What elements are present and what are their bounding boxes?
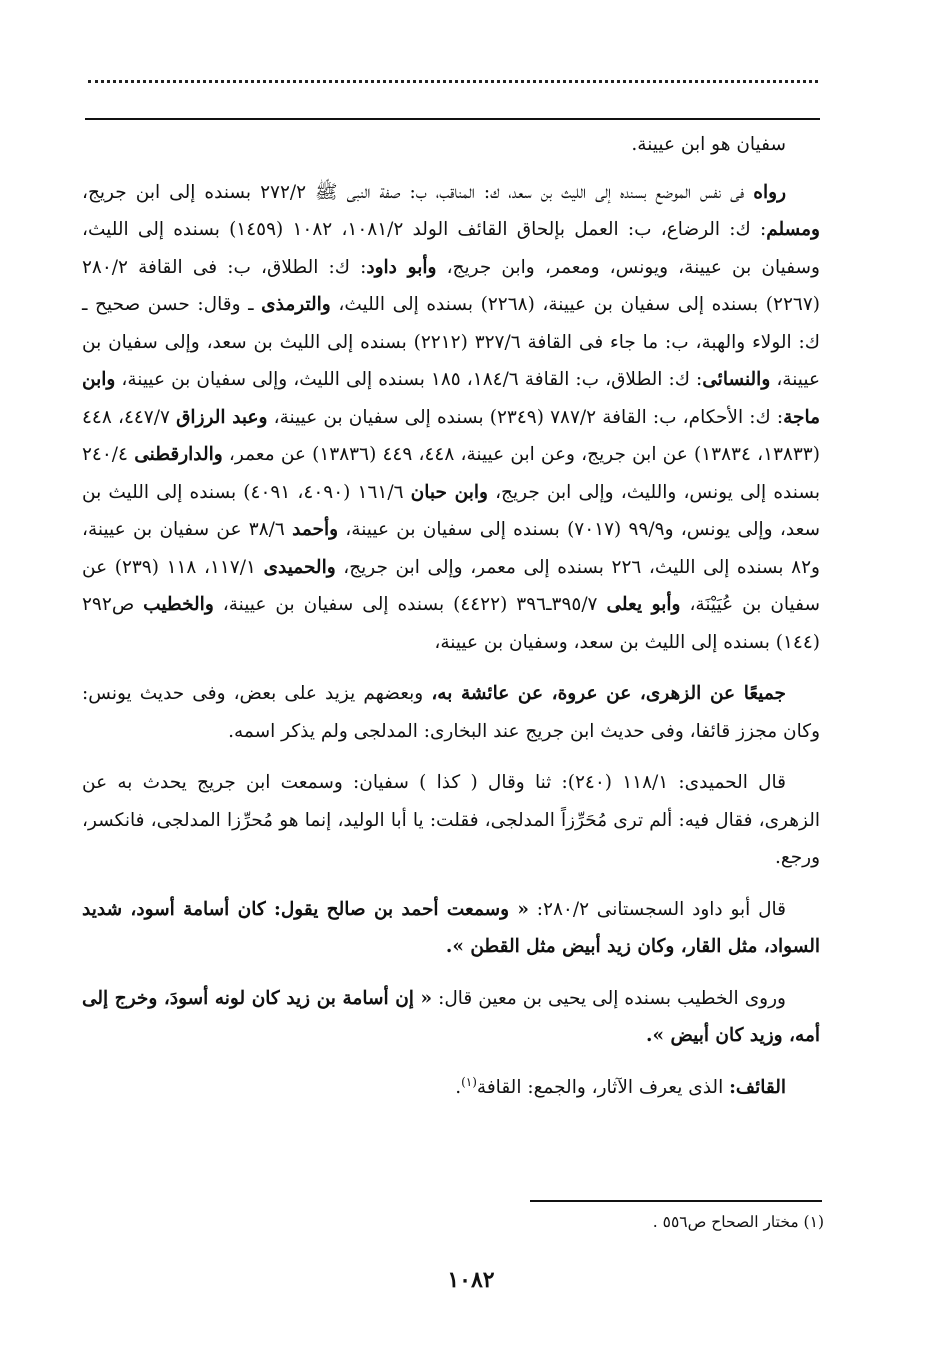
paragraph-jamian: جميعًا عن الزهرى، عن عروة، عن عائشة به، وبعضهم يزيد على بعض، وفى حديث يونس: وكان مجزز قائفا، وفى حديث ابن جريج عند البخارى: المدلجى ولم يذكر اسمه. [82,683,820,742]
paragraph-qaif: القائف: الذى يعرف الآثار، والجمع: القافة$^{(١)}$. [455,1074,786,1098]
paragraph-1: سفيان هو ابن عيينة. [631,134,786,155]
footnote: (١) مختار الصحاح ص٥٥٦ . [652,1213,824,1231]
header-rule [85,118,820,120]
footnote-rule [530,1200,822,1202]
page-number: ١٠٨٢ [447,1267,495,1293]
header-dotted-line [88,80,818,93]
paragraph-takhrij: رواه فى نفس الموضع بسنده إلى الليث بن سعد، ك: المناقب، ب: صفة النبى ﷺ ٢٧٢/٢ بسنده إلى ابن جريج، ومسلم: ك: الرضاع، ب: العمل بإلحاق القائف الولد ١٠٨١/٢، ١٠٨٢ (١٤٥٩) بسنده إلى الليث، وسفيان بن عيينة، ويونس، ومعمر، وابن جريج، وأبو داود: ك: الطلاق، ب: فى القافة ٢٨٠/٢ (٢٢٦٧) بسنده إلى سفيان بن عيينة، (٢٢٦٨) بسنده إلى الليث، والترمذى ـ وقال: حسن صحيح ـ ك: الولاء والهبة، ب: ما جاء فى القافة ٣٢٧/٦ (٢٢١٢) بسنده إلى الليث بن سعد، وإلى سفيان بن عيينة، والنسائى: ك: الطلاق، ب: القافة ١٨٤/٦، ١٨٥ بسنده إلى الليث، وإلى سفيان بن عيينة، وابن ماجة: ك: الأحكام، ب: القافة ٧٨٧/٢ (٢٣٤٩) بسنده إلى سفيان بن عيينة، وعبد الرزاق ٤٤٧/٧، ٤٤٨ (١٣٨٣٣، ١٣٨٣٤) عن ابن جريج، وعن ابن عيينة، ٤٤٨، ٤٤٩ (١٣٨٣٦) عن معمر، والدارقطنى ٢٤٠/٤ بسنده إلى يونس، والليث، وإلى ابن جريج، وابن حبان ١٦١/٦ (٤٠٩٠، ٤٠٩١) بسنده إلى الليث بن سعد، وإلى يونس، و٩٩/٩ (٧٠١٧) بسنده إلى سفيان بن عيينة، وأحمد ٣٨/٦ عن سفيان بن عيينة، و٨٢ بسنده إلى الليث، ٢٢٦ بسنده إلى معمر، وإلى ابن جريج، والحميدى ١١٧/١، ١١٨ (٢٣٩) عن سفيان بن عُيَيْنَة، وأبو يعلى ٣٩٥/٧ـ٣٩٦ (٤٤٢٢) بسنده إلى سفيان بن عيينة، والخطيب ص٢٩٢ (١٤٤) بسنده إلى الليث بن سعد، وسفيان بن عيينة، [82,181,820,653]
paragraph-abu-dawud: قال أبو داود السجستانى ٢٨٠/٢: « وسمعت أحمد بن صالح يقول: كان أسامة أسود، شديد السواد، مثل القار، وكان زيد أبيض مثل القطن ». [82,898,820,957]
paragraph-humaydi: قال الحميدى: ١١٨/١ (٢٤٠): ثنا وقال ( كذا ) سفيان: وسمعت ابن جريج يحدث به عن الزهرى، فقال فيه: ألم ترى مُحَرِّزاً المدلجى، فقلت: يا أبا الوليد، إنما هو مُحرِّزا المدلجى، فانكسر، ورجع. [82,772,820,868]
main-text [82,126,820,1106]
paragraph-khatib: وروى الخطيب بسنده إلى يحيى بن معين قال: « إن أسامة بن زيد كان لونه أسودَ، وخرج إلى أمه، وزيد كان أبيض ». [82,987,820,1046]
footnote-ref: (١) [461,1074,477,1089]
